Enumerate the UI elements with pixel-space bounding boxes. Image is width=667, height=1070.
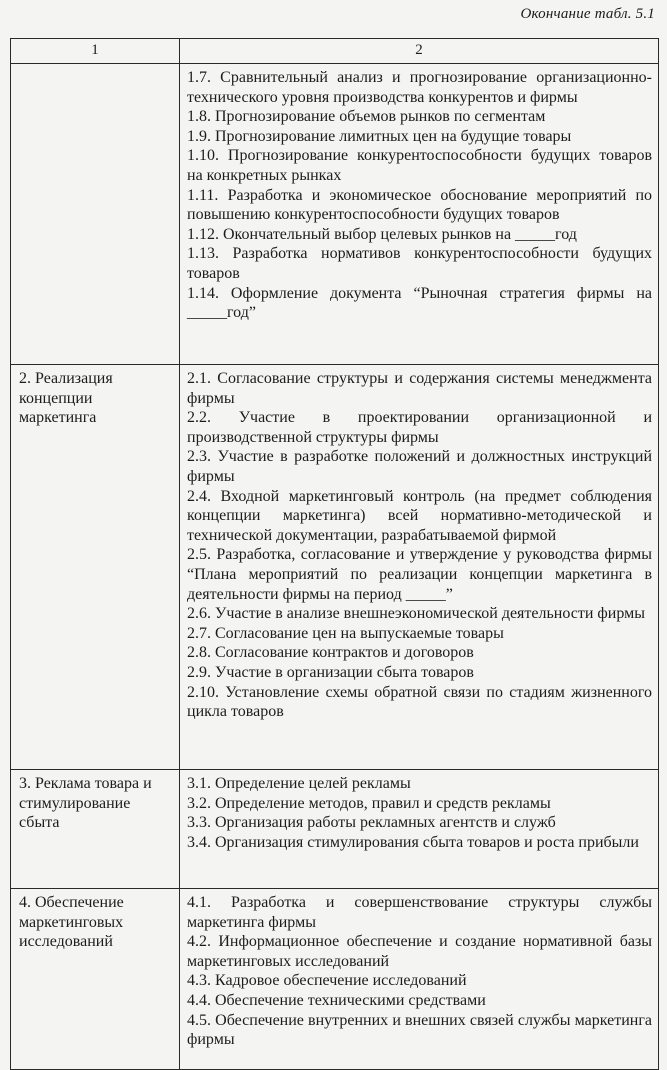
list-item: 1.7. Сравнительный анализ и прогнозирование организационно-технического уровня производства конкурентов и фирмы [187,69,652,106]
table-header-row [11,39,659,64]
list-item: 2.8. Согласование контрактов и договоров [187,644,474,662]
list-item: 1.14. Оформление документа “Рыночная стратегия фирмы на _____год” [187,284,652,322]
table-row [11,889,659,1070]
row-label: 4. Обеспечение маркетинговых исследований [11,889,180,1070]
row-label: 3. Реклама товара и стимулирование сбыта [11,770,180,889]
list-item: 1.8. Прогнозирование объемов рынков по сегментам [187,108,546,126]
content-table [10,38,659,1070]
list-item: 2.10. Установление схемы обратной связи по стадиям жизненного цикла товаров [187,683,652,721]
row-items [180,64,659,365]
header-col-2: 2 [180,39,659,64]
list-item: 4.5. Обеспечение внутренних и внешних связей службы маркетинга фирмы [187,1011,652,1049]
list-item: 2.2. Участие в проектировании организационной и производственной структуры фирмы [187,409,652,446]
table-row [11,64,659,365]
list-item: 3.4. Организация стимулирования сбыта товаров и роста прибыли [187,833,639,851]
list-item: 3.1. Определение целей рекламы [187,775,411,792]
row-label: 2. Реализация концепции маркетинга [11,365,180,770]
row-items [180,889,659,1070]
row-items [180,770,659,889]
list-item: 4.2. Информационное обеспечение и создание нормативной базы маркетинговых исследований [187,933,652,970]
list-item: 4.3. Кадровое обеспечение исследований [187,972,467,990]
row-items [180,365,659,770]
table-caption: Окончание табл. 5.1 [520,6,655,22]
header-col-1: 1 [11,39,180,64]
list-item: 1.12. Окончательный выбор целевых рынков на _____год [187,225,577,243]
list-item: 1.13. Разработка нормативов конкурентоспособности будущих товаров [187,245,652,282]
table-row [11,770,659,889]
list-item: 3.2. Определение методов, правил и средств рекламы [187,794,551,812]
list-item: 2.9. Участие в организации сбыта товаров [187,663,474,681]
list-item: 2.4. Входной маркетинговый контроль (на предмет соблюдения концепции маркетинга) всей нормативно-методической и технической документации, разрабатываемой фирмой [187,487,652,544]
list-item: 2.5. Разработка, согласование и утверждение у руководства фирмы “Плана мероприятий по реализации концепции маркетинга в деятельности фирмы на период _____” [187,546,652,603]
row-label [11,64,180,365]
list-item: 2.3. Участие в разработке положений и должностных инструкций фирмы [187,448,652,485]
list-item: 1.10. Прогнозирование конкурентоспособности будущих товаров на конкретных рынках [187,147,652,184]
list-item: 1.9. Прогнозирование лимитных цен на будущие товары [187,127,572,145]
list-item: 2.1. Согласование структуры и содержания системы менеджмента фирмы [187,370,652,407]
list-item: 2.7. Согласование цен на выпускаемые товары [187,624,504,642]
list-item: 1.11. Разработка и экономическое обоснование мероприятий по повышению конкурентоспособности будущих товаров [187,186,652,224]
list-item: 4.1. Разработка и совершенствование структуры службы маркетинга фирмы [187,894,652,931]
list-item: 2.6. Участие в анализе внешнеэкономической деятельности фирмы [187,605,645,623]
list-item: 4.4. Обеспечение техническими средствами [187,991,486,1009]
table-row [11,365,659,770]
list-item: 3.3. Организация работы рекламных агентств и служб [187,814,556,832]
